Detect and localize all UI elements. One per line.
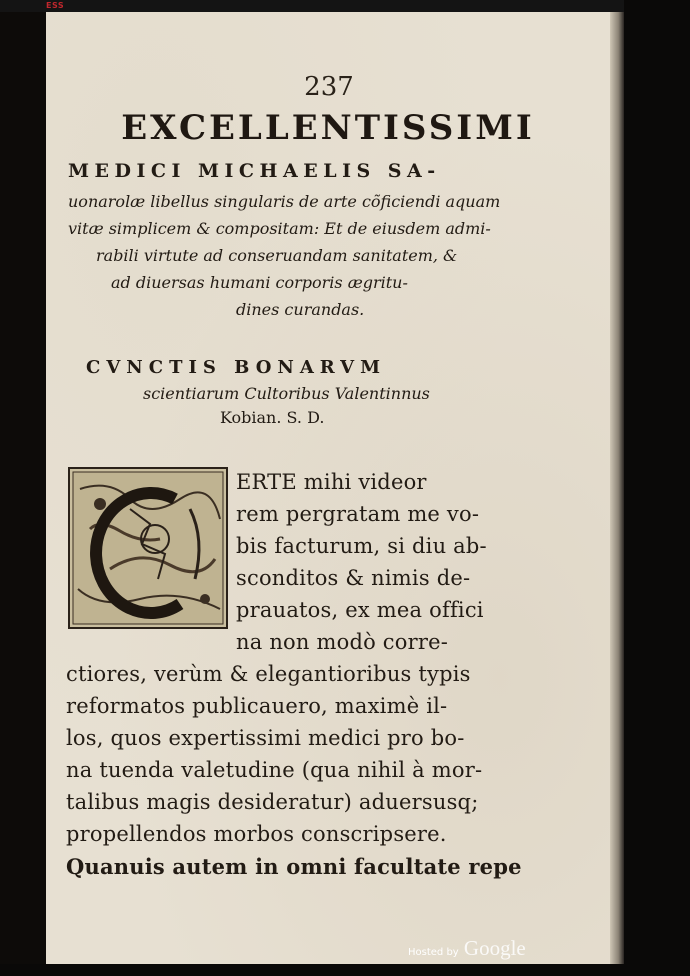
page-edge [610,12,624,964]
body-line: talibus magis desideratur) aduersusq; [66,790,479,814]
body-line: los, quos expertissimi medici pro bo- [66,726,465,750]
page-number: 237 [304,72,354,102]
dedication-heading: CVNCTIS BONARVM [86,357,387,378]
top-scan-band [0,0,690,12]
body-line: reformatos publicauero, maximè il- [66,694,448,718]
page-title: EXCELLENTISSIMI [121,108,535,148]
body-line: ERTE mihi videor [236,470,427,494]
decorated-initial-icon [68,467,228,629]
dedication-signature: Kobian. S. D. [220,408,325,427]
body-line: na non modò corre- [236,630,449,654]
google-logo: Google [463,936,526,960]
italic-line: rabili virtute ad conseruandam sanitatem, & [96,246,458,265]
body-line: propellendos morbos conscripsere. [66,822,447,846]
watermark-prefix: Hosted by [408,947,459,958]
dedication-line: scientiarum Cultoribus Valentinnus [143,384,430,403]
italic-line: ad diuersas humani corporis ægritu- [111,273,408,292]
book-page [46,12,612,964]
scan-background-bottom [0,964,690,976]
corner-mark: ESS [46,1,65,10]
subtitle-line: MEDICI MICHAELIS SA- [68,160,441,182]
italic-line: vitæ simplicem & compositam: Et de eiusdem admi- [68,219,491,238]
body-line: sconditos & nimis de- [236,566,471,590]
body-line: bis facturum, si diu ab- [236,534,487,558]
body-line: ctiores, verùm & elegantioribus typis [66,662,471,686]
body-line: prauatos, ex mea offici [236,598,484,622]
body-line: rem pergratam me vo- [236,502,480,526]
italic-line: dines curandas. [236,300,365,319]
italic-line: uonarolæ libellus singularis de arte cõficiendi aquam [68,192,501,211]
scan-background-right [624,0,690,976]
hosted-by-watermark [408,936,526,961]
body-line: Quanuis autem in omni facultate repe [66,854,522,879]
body-line: na tuenda valetudine (qua nihil à mor- [66,758,483,782]
